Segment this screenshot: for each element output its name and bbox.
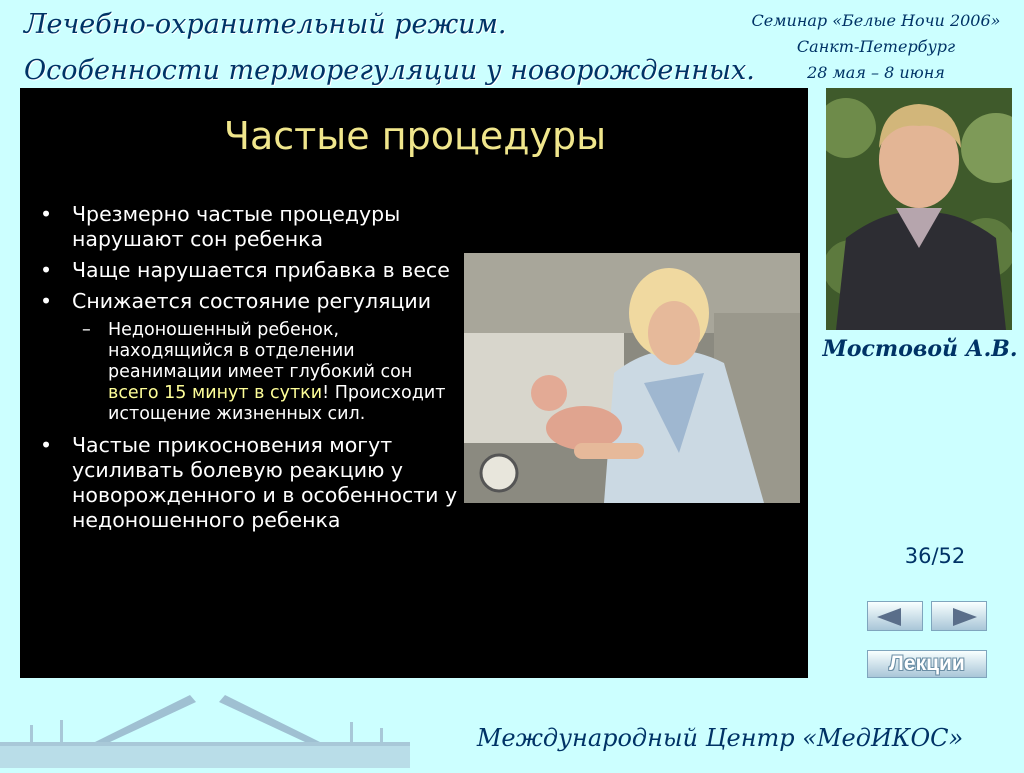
- left-arrow-icon: [875, 607, 915, 627]
- slide-panel: [20, 88, 808, 678]
- bullet-item: • Чрезмерно частые процедуры нарушают сон ребенка: [40, 202, 401, 251]
- seminar-dates: 28 мая – 8 июня: [807, 63, 945, 82]
- bullet-item: • Чаще нарушается прибавка в весе: [40, 258, 450, 282]
- nurse-with-baby-photo: [464, 253, 800, 503]
- highlighted-text: всего 15 минут в сутки: [108, 383, 323, 403]
- bullet-dot-icon: •: [40, 433, 53, 457]
- bullet-dot-icon: •: [40, 258, 53, 282]
- title-line-2: Особенности терморегуляции у новорожденных.: [24, 55, 755, 86]
- organization-footer: Международный Центр «МедИКОС»: [476, 724, 964, 752]
- presentation-title: [24, 2, 755, 94]
- title-line-1: Лечебно-охранительный режим.: [24, 9, 507, 40]
- bullet-dot-icon: •: [40, 289, 53, 313]
- author-name: Мостовой А.В.: [822, 336, 1018, 362]
- next-slide-button[interactable]: [931, 601, 987, 631]
- slide-title: Частые процедуры: [223, 114, 607, 158]
- bullet-list: [40, 202, 460, 539]
- dash-icon: –: [82, 320, 91, 340]
- bullet-item: • Снижается состояние регуляции: [40, 289, 432, 313]
- bridge-silhouette-image: [0, 680, 410, 768]
- seminar-name: Семинар «Белые Ночи 2006»: [751, 11, 1001, 30]
- seminar-info: [742, 8, 1010, 86]
- sub-bullet-item: – Недоношенный ребенок, находящийся в отделении реанимации имеет глубокий сон всего 15 минут в сутки! Происходит истощение жизненных сил.: [82, 320, 446, 424]
- lectures-button[interactable]: Лекции: [867, 650, 987, 678]
- bullet-item: • Частые прикосновения могут усиливать болевую реакцию у новорожденного и в особенности у недоношенного ребенка: [40, 433, 458, 532]
- right-arrow-icon: [939, 607, 979, 627]
- previous-slide-button[interactable]: [867, 601, 923, 631]
- author-portrait: [826, 88, 1012, 330]
- seminar-city: Санкт-Петербург: [796, 37, 956, 56]
- page-counter: 36/52: [904, 544, 966, 568]
- bullet-dot-icon: •: [40, 202, 53, 226]
